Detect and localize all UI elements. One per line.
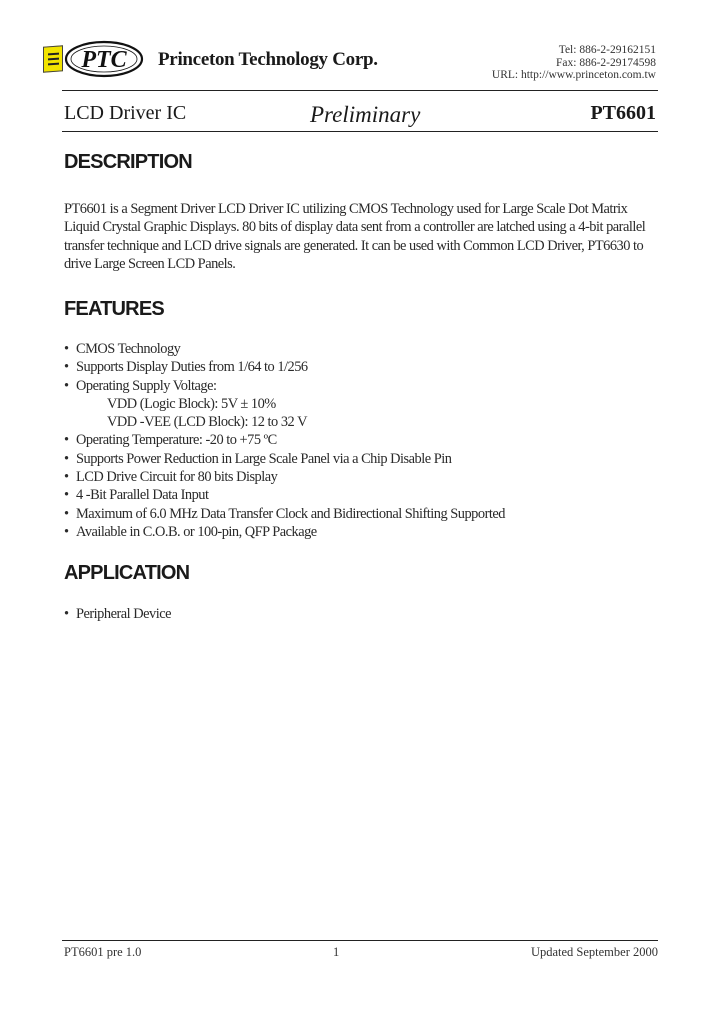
- application-list: [64, 605, 660, 623]
- feature-item: • LCD Drive Circuit for 80 bits Display: [64, 468, 660, 486]
- feature-item: • Available in C.O.B. or 100-pin, QFP Package: [64, 523, 660, 541]
- ptc-logo: [64, 39, 144, 79]
- features-list: [64, 340, 660, 541]
- header-rule: [62, 90, 658, 91]
- features-title: FEATURES: [64, 298, 164, 320]
- feature-item: • Operating Temperature: -20 to +75 ºC: [64, 431, 660, 449]
- feature-subitem: VDD -VEE (LCD Block): 12 to 32 V: [107, 414, 307, 431]
- feature-subitem: VDD (Logic Block): 5V ± 10%: [107, 395, 276, 412]
- description-line: drive Large Screen LCD Panels.: [64, 255, 236, 272]
- description-line: PT6601 is a Segment Driver LCD Driver IC utilizing CMOS Technology used for Large Scale Dot Matrix: [64, 201, 628, 217]
- feature-item: • Supports Display Duties from 1/64 to 1/256: [64, 358, 660, 376]
- url-link[interactable]: URL: http://www.princeton.com.tw: [491, 69, 656, 81]
- description-line: transfer technique and LCD drive signals are generated. It can be used with Common LCD Driver, PT6630 to: [64, 237, 644, 254]
- subheader-rule: [62, 131, 658, 132]
- feature-item: • Maximum of 6.0 MHz Data Transfer Clock and Bidirectional Shifting Supported: [64, 505, 660, 523]
- application-item: • Peripheral Device: [64, 605, 660, 623]
- feature-item: • Operating Supply Voltage:: [64, 377, 660, 395]
- updated-date: Updated September 2000: [530, 945, 658, 959]
- note-icon: [43, 45, 63, 72]
- page-number: 1: [333, 945, 340, 959]
- feature-item: • CMOS Technology: [64, 340, 660, 358]
- document-version: PT6601 pre 1.0: [64, 945, 142, 959]
- feature-item: • 4 -Bit Parallel Data Input: [64, 486, 660, 504]
- feature-item: • Supports Power Reduction in Large Scale Panel via a Chip Disable Pin: [64, 450, 660, 468]
- description-title: DESCRIPTION: [64, 151, 192, 173]
- description-line: Liquid Crystal Graphic Displays. 80 bits of display data sent from a controller are latched using a 4-bit parallel: [64, 219, 646, 236]
- logo-text: PTC: [81, 47, 127, 73]
- application-title: APPLICATION: [64, 562, 190, 584]
- document-status: Preliminary: [310, 102, 421, 127]
- description-paragraph: [64, 200, 660, 273]
- company-name: Princeton Technology Corp.: [158, 49, 378, 70]
- fax-text: Fax: 886-2-29174598: [556, 56, 656, 69]
- footer-rule: [62, 940, 658, 941]
- product-type: LCD Driver IC: [64, 102, 187, 124]
- contact-info: [492, 44, 656, 82]
- part-number: PT6601: [590, 102, 656, 124]
- tel-text: Tel: 886-2-29162151: [558, 44, 656, 56]
